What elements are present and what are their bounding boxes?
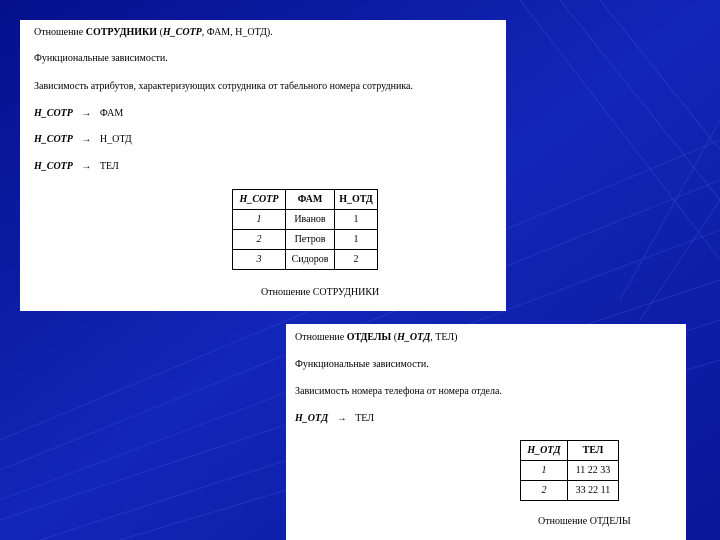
dependency-rhs: ТЕЛ [355,413,375,424]
column-header: Н_СОТР [233,190,286,210]
table-cell: Сидоров [286,250,335,270]
table-caption: Отношение СОТРУДНИКИ [261,287,380,298]
dependency-lhs: Н_СОТР [34,161,73,172]
slide-panel-employees [20,20,506,311]
table-cell: Иванов [286,210,335,230]
dependency-row [295,413,374,425]
title-relation-name: ОТДЕЛЫ [346,332,392,343]
title-key: Н_СОТР [162,27,202,38]
column-header: ТЕЛ [568,441,619,461]
table-cell: 2 [233,230,286,250]
dependency-description: Зависимость номера телефона от номера отдела. [295,386,502,397]
dependency-rhs: ФАМ [99,108,124,119]
table-row [233,210,378,230]
dependency-rhs: Н_ОТД [99,134,132,145]
dependency-lhs: Н_ОТД [295,413,329,424]
dependency-rhs: ТЕЛ [99,161,119,172]
table-cell: 2 [335,250,378,270]
table-cell: 1 [335,210,378,230]
dependency-lhs: Н_СОТР [34,134,73,145]
table-cell: 2 [521,481,568,501]
table-cell: 11 22 33 [568,461,619,481]
title-rest: , ФАМ, Н_ОТД). [201,27,273,38]
table-row [233,230,378,250]
slide-panel-departments [286,324,686,540]
dependency-description: Зависимость атрибутов, характеризующих сотрудника от табельного номера сотрудника. [34,81,413,92]
table-header-row [521,441,619,461]
table-row [233,250,378,270]
dependency-row [34,161,119,173]
column-header: Н_ОТД [521,441,568,461]
table-cell: 3 [233,250,286,270]
panel-title [34,27,273,39]
arrow-icon: → [336,413,347,424]
column-header: Н_ОТД [335,190,378,210]
title-open: ( [391,332,398,343]
title-open: ( [157,27,163,38]
dependency-row [34,134,132,146]
arrow-icon: → [81,108,92,119]
title-prefix: Отношение [295,332,347,343]
title-prefix: Отношение [34,27,86,38]
departments-table [520,440,619,501]
table-row [521,481,619,501]
table-cell: 33 22 11 [568,481,619,501]
table-cell: Петров [286,230,335,250]
column-header: ФАМ [286,190,335,210]
table-cell: 1 [233,210,286,230]
table-cell: 1 [335,230,378,250]
section-heading: Функциональные зависимости. [34,53,168,64]
arrow-icon: → [81,134,92,145]
arrow-icon: → [81,161,92,172]
table-row [521,461,619,481]
dependency-row [34,108,123,120]
title-relation-name: СОТРУДНИКИ [85,27,158,38]
employees-table [232,189,378,270]
title-key: Н_ОТД [397,332,431,343]
title-rest: , ТЕЛ) [430,332,458,343]
panel-title [295,332,458,344]
dependency-lhs: Н_СОТР [34,108,73,119]
table-header-row [233,190,378,210]
table-cell: 1 [521,461,568,481]
table-caption: Отношение ОТДЕЛЫ [538,516,631,527]
section-heading: Функциональные зависимости. [295,359,429,370]
